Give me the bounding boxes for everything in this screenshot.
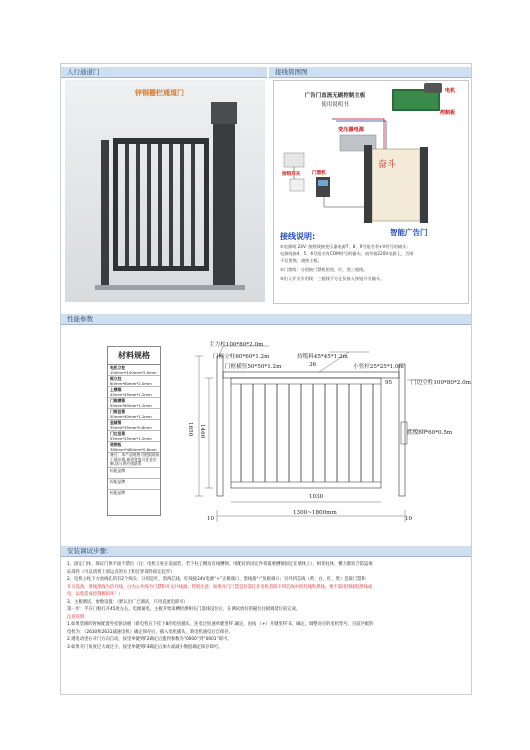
section-header-install: 安装调试步骤：: [61, 546, 471, 557]
spec-brand-row: 标配品牌: [108, 468, 160, 479]
photo-caption: 锌钢栅栏通道门: [135, 89, 184, 97]
install-warning-line: 电，以免造成控制板损坏！）: [67, 592, 123, 597]
section-header-gate: 人行通道门: [61, 67, 267, 78]
legend-title: 接线说明:: [280, 232, 316, 241]
spec-brand-row: 标配品牌: [110, 490, 126, 495]
gate-photo: [65, 80, 265, 302]
spec-row: 底钢板 380mm*480mm*0.6mm: [108, 442, 160, 453]
install-steps: [61, 561, 471, 691]
control-board-label: 控制板: [440, 110, 456, 116]
spec-title: 材料规格: [108, 347, 160, 365]
dim-36: 36: [309, 362, 317, 368]
legend-line: ②门禁线：分别接门禁机的黑、红、黑三根线。: [280, 267, 368, 272]
dim-height-1650: 1650: [187, 422, 193, 437]
dim-10-left: 10: [207, 516, 215, 522]
gate-illustration: [65, 80, 265, 302]
wiring-diagram: [273, 80, 469, 304]
install-line: 3、主板调试，参数设置：（默认出厂已调试，只用直流电即可）: [67, 599, 188, 605]
spec-row: 门边竖管 25mm*25mm*1.2mm: [108, 431, 160, 442]
dim-95: 95: [385, 380, 393, 386]
spec-table: [107, 346, 161, 516]
board-subtitle: 使用说明书: [321, 102, 349, 108]
section-header-params: 性能参数: [61, 314, 471, 325]
dim-width-range: 1300~1800mm: [293, 510, 337, 516]
dim-main-post: 主力柱100*80*2.0m: [209, 342, 264, 348]
legend-line: 不仅要换、烧毁主板。: [280, 258, 322, 263]
svg-text:奋斗: 奋斗: [378, 160, 397, 170]
spec-row: 竖辅管 35mm*35mm*0.6mm: [108, 420, 160, 431]
install-line: 3.如果开门角度过大或过小，按里单键到F4确定后加大或减小数值确定保存即可。: [67, 644, 223, 650]
spec-row: 上横框 45mm*45mm*1.2mm: [108, 387, 160, 398]
smart-gate-label: 智能广告门: [390, 228, 428, 237]
dim-top-bar: 持缆料45*45*1.2m: [297, 354, 348, 360]
install-line: 1.如果装修的时候配置外挂驱动板（新电机在下挂下8的电机插头，连电过恒速单键里FF,确定，再按 （+）开键里FF E，确定，调整对应的电机型号，目前匹配的: [67, 622, 374, 627]
install-warning-line: 开关设备，黄线黑线为信号线，白为公共线为门禁和开关共线端；特别注意：如果开门门禁是有需打开电机者除下四芯线中的红线和黑线，要不需用到线和黑线成: [67, 584, 373, 590]
spec-row: 门框竖管 50mm*40mm*1.2mm: [108, 409, 160, 420]
install-line: 1、固定门体，保证门体平面不错位（注：电机立柱在前面装，若下柱子侧边有线槽钢，用配好的固定件将最底槽钢固定在墙体上），相邻柱体、横力都切合防盗保: [67, 562, 373, 567]
legend-line: ③出入开关专用线：三根线不分正负接入按钮开关输头。: [280, 276, 385, 281]
power-label: 变压器电源: [338, 127, 364, 133]
install-line: 2.遇电动里右开门方向自动，按里单键到F2确定后拨到参数为“0000”到“0001”即可。: [67, 637, 232, 642]
spec-note: 备注：本产品规格可根据现场工地环境,通道宽度可任意定制,请与供应商联系: [110, 452, 160, 467]
dim-frame-post: 门框立柱60*60*1.2m: [213, 354, 270, 360]
legend-line: ①电源线 24V: 按照线接变压器电源7、8、9号组名有+V符号的输头;: [280, 244, 408, 249]
dim-height-1460: 1460: [199, 424, 205, 439]
section-header-wiring: 接线简图图: [269, 67, 471, 78]
spec-sheet: [60, 63, 472, 695]
install-line: 电机为：（2630和2631减速电机）确定保存后，插入电机插头，新电机通电后自保存。: [67, 629, 233, 635]
spec-row: 门框横管 50mm*60mm*1.2mm: [108, 398, 160, 409]
dim-door-frame: 门框横竖50*50*1.2m: [225, 364, 282, 370]
dim-base-plate: 底板60*60*0.5m: [407, 430, 453, 436]
dim-10-right: 10: [405, 516, 413, 522]
motor-label: 电机: [445, 88, 456, 94]
install-line: 证部件（可以请将上部运点的方上和过穿部件稳定起步）: [67, 569, 175, 575]
access-label: 门禁机: [312, 171, 326, 176]
spec-row: 电机立柱 100mm*100mm*2.0mm: [108, 365, 160, 376]
dim-small-bar: 小竖杆25*25*1.0m: [353, 364, 404, 370]
install-line: 第一步：手在门框打开45度左右，电源通电，主板开始读槽检测相关门落线设位后，在测试放好的磁位往板调延位前完成。: [67, 607, 301, 612]
board-title: 广告门直流无刷控制主板: [304, 93, 366, 99]
spec-brand-row: 标配品牌: [108, 479, 160, 490]
button-label: 按钮开关: [282, 172, 301, 177]
install-note-title: 注意说明：: [67, 614, 89, 620]
dim-width-1030: 1030: [309, 494, 324, 500]
install-line: 2、电机立柱下方放线孔的有2个线头：分别是红、黑两芯线，红线接24V电源“+”正极端口，黑线接“-”负极端口；另外四芯线（黄、白、红、黑）是接门禁和: [67, 577, 366, 582]
legend-line: 电源线接4、5、6号组名有COM符号的输头；请勿接220V电源上，否则: [280, 251, 414, 256]
dim-side-post: 门边立柱100*80*2.0m: [411, 380, 471, 386]
spec-row: 框立柱 60mm*60mm*2.0mm: [108, 376, 160, 387]
